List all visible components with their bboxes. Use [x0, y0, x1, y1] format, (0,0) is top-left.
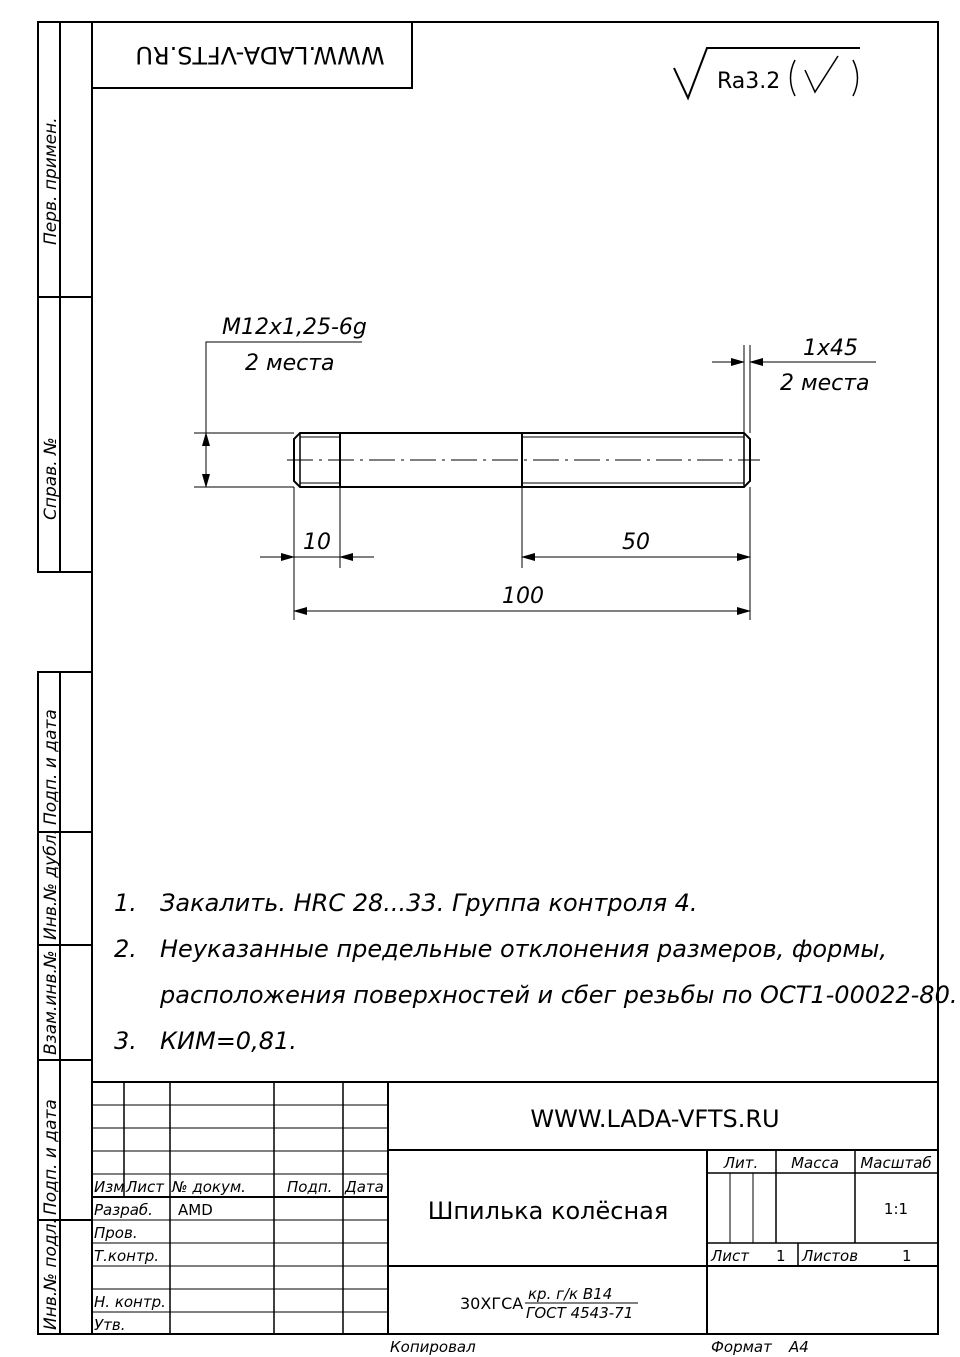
- svg-text:Закалить. HRC 28...33. Группа: Закалить. HRC 28...33. Группа контроля 4.: [160, 889, 698, 917]
- stud-part: [287, 433, 760, 487]
- chamfer-note-line1: 1x45: [803, 336, 859, 361]
- svg-text:Неуказанные предельные отклоне: Неуказанные предельные отклонения размеров, формы,: [160, 935, 887, 963]
- role-n-kontr: Н. контр.: [94, 1293, 166, 1311]
- kopiroval-label: Копировал: [390, 1338, 476, 1356]
- technical-notes: [114, 889, 957, 1055]
- note-item: [159, 981, 957, 1009]
- sheet-frame: [92, 22, 938, 1334]
- material-bottom: ГОСТ 4543-71: [526, 1304, 634, 1322]
- role-prov: Пров.: [94, 1224, 138, 1242]
- chamfer-note-line2: 2 места: [780, 371, 870, 396]
- label-vzam-inv: Взам.инв.№: [41, 950, 61, 1055]
- dim-right-length: 50: [622, 530, 650, 555]
- label-perv-primen: Перв. примен.: [41, 117, 61, 245]
- note-item: [114, 889, 698, 917]
- length-dimensions: [260, 487, 750, 620]
- format-value: А4: [789, 1338, 809, 1356]
- format-label: Формат: [711, 1338, 772, 1356]
- header-podp: Подп.: [287, 1178, 333, 1196]
- label-podp-data-1: Подп. и дата: [41, 709, 61, 825]
- svg-text:расположения поверхностей и сб: расположения поверхностей и сбег резьбы по ОСТ1-00022-80.: [160, 981, 958, 1009]
- massa-label: Масса: [791, 1154, 839, 1172]
- part-name: Шпилька колёсная: [427, 1197, 669, 1225]
- svg-text:КИМ=0,81.: КИМ=0,81.: [160, 1027, 297, 1055]
- label-sprav-no: Справ. №: [41, 437, 61, 520]
- thread-note-line2: 2 места: [245, 351, 335, 376]
- svg-text:2.: 2.: [114, 935, 137, 963]
- header-data: Дата: [345, 1178, 384, 1196]
- header-izm: Изм: [94, 1178, 125, 1196]
- label-podp-data-2: Подп. и дата: [41, 1099, 61, 1215]
- thread-note-line1: M12x1,25-6g: [222, 315, 367, 340]
- note-item: [114, 935, 887, 963]
- role-razrab: Разраб.: [94, 1201, 153, 1219]
- title-site: WWW.LADA-VFTS.RU: [530, 1105, 780, 1133]
- roughness-symbol: [674, 48, 860, 98]
- sheets-value: 1: [902, 1247, 912, 1265]
- sheets-label: Листов: [802, 1247, 859, 1265]
- note-item: [114, 1027, 297, 1055]
- dim-total-length: 100: [502, 584, 544, 609]
- sheet-value: 1: [776, 1247, 786, 1265]
- material-name: 30ХГСА: [460, 1294, 524, 1313]
- chamfer-dimension: [712, 336, 876, 433]
- role-t-kontr: Т.контр.: [94, 1247, 160, 1265]
- label-inv-dubl: Инв.№ дубл.: [41, 829, 61, 940]
- side-column-labels: [41, 117, 61, 1330]
- roughness-value: Ra3.2: [717, 69, 781, 94]
- material-top: кр. г/к В14: [528, 1285, 613, 1303]
- header-list: Лист: [126, 1178, 165, 1196]
- title-block-text: [94, 1105, 932, 1356]
- scale-value: 1:1: [883, 1200, 909, 1218]
- svg-text:1.: 1.: [114, 889, 137, 917]
- lit-label: Лит.: [723, 1154, 759, 1172]
- sheet-label: Лист: [711, 1247, 750, 1265]
- role-utv: Утв.: [94, 1316, 126, 1334]
- svg-text:3.: 3.: [114, 1027, 137, 1055]
- website-stamp-box: [92, 22, 412, 88]
- label-inv-podl: Инв.№ подл.: [41, 1218, 61, 1330]
- developer-name: AMD: [178, 1201, 213, 1219]
- header-doc-no: № докум.: [172, 1178, 246, 1196]
- dim-thread-length: 10: [303, 530, 331, 555]
- website-stamp-text: WWW.LADA-VFTS.RU: [135, 41, 385, 69]
- masshtab-label: Масштаб: [860, 1154, 932, 1172]
